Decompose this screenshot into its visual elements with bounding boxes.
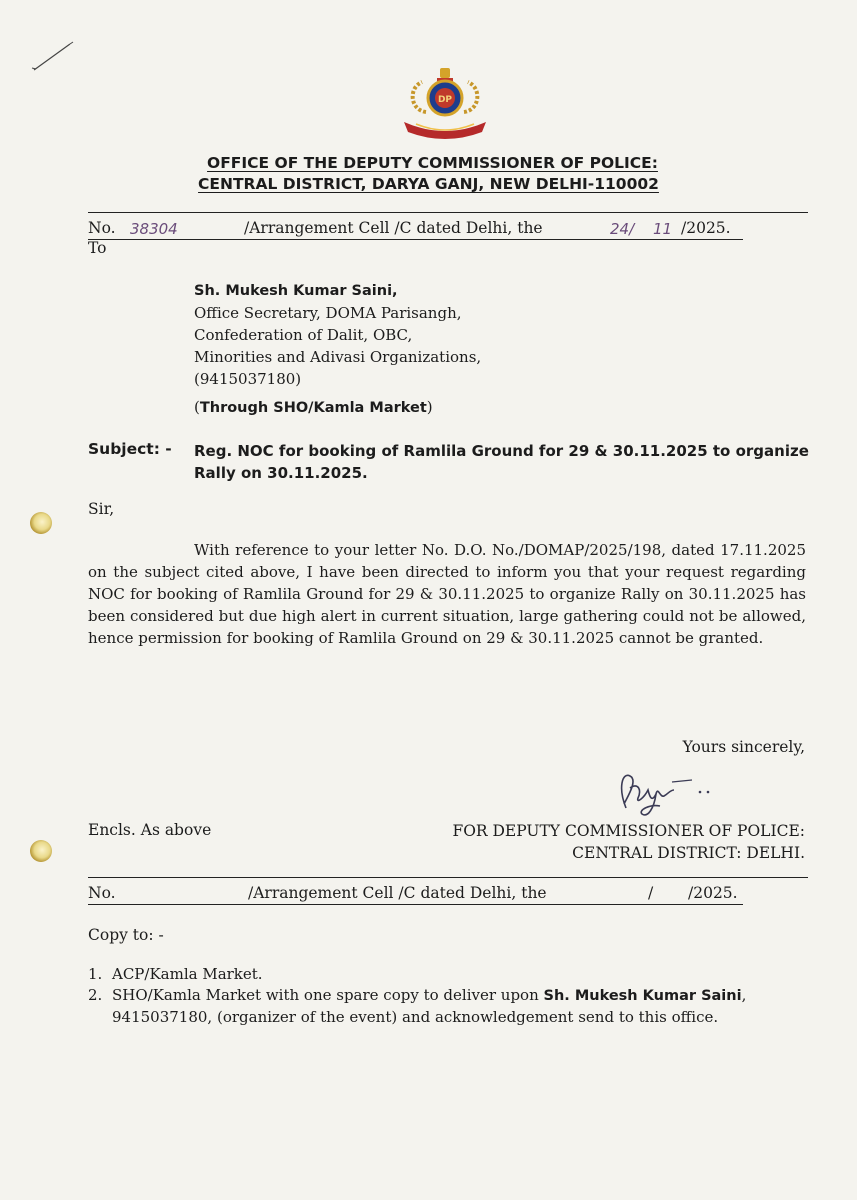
- addressee-line-3: Minorities and Adivasi Organizations,: [194, 348, 482, 366]
- subject-text: Reg. NOC for booking of Ramlila Ground for 29 & 30.11.2025 to organize Rally on 30.11.2025.: [194, 442, 809, 482]
- delhi-police-emblem-icon: [396, 66, 494, 140]
- copy-text: ACP/Kamla Market.: [112, 965, 263, 983]
- header-line-1: OFFICE OF THE DEPUTY COMMISSIONER OF POLICE:: [207, 154, 658, 172]
- addressee-block: [194, 280, 481, 390]
- ref2-underline: [88, 904, 743, 905]
- divider: [88, 212, 808, 213]
- copy-text-pre: SHO/Kamla Market with one spare copy to deliver upon: [112, 986, 539, 1004]
- through-open: (: [194, 398, 200, 416]
- list-item: [88, 964, 808, 985]
- divider: [88, 877, 808, 878]
- copy-list: [88, 964, 808, 1028]
- list-item: [88, 985, 808, 1028]
- list-number: 2.: [88, 986, 103, 1004]
- ref2-slash: /: [648, 884, 654, 902]
- ref2-no-label: No.: [88, 884, 116, 902]
- ref2-cell-text: /Arrangement Cell /C dated Delhi, the: [248, 884, 547, 902]
- through-close: ): [426, 398, 433, 416]
- ref-no-value: 38304: [130, 220, 178, 238]
- signatory-line-1: FOR DEPUTY COMMISSIONER OF POLICE:: [452, 822, 805, 840]
- addressee-line-2: Confederation of Dalit, OBC,: [194, 326, 413, 344]
- ref-cell-text: /Arrangement Cell /C dated Delhi, the: [244, 219, 543, 237]
- copy-to-label: Copy to: -: [88, 926, 164, 944]
- salutation: Sir,: [88, 500, 115, 518]
- reference-line: [88, 219, 808, 243]
- ref-underline: [88, 239, 743, 240]
- body-text: With reference to your letter No. D.O. No./DOMAP/2025/198, dated 17.11.2025 on the subject cited above, I have been directed to inform you that your request regarding NOC for booking of Ramlila Ground for 29 & 30.11.2025 to organize Rally on 30.11.2025 has been considered but due high alert in current situation, large gathering could not be allowed, hence permission for booking of Ramlila Ground on 29 & 30.11.2025 cannot be granted.: [88, 541, 806, 647]
- through-text: Through SHO/Kamla Market: [199, 400, 427, 416]
- addressee-phone: (9415037180): [194, 370, 302, 388]
- punch-hole-icon: [30, 512, 52, 534]
- header-line-2: CENTRAL DISTRICT, DARYA GANJ, NEW DELHI-110002: [198, 175, 659, 193]
- pen-mark-icon: [30, 40, 80, 74]
- enclosure: Encls. As above: [88, 821, 212, 839]
- svg-text:DP: DP: [437, 95, 453, 105]
- ref-no-label: No.: [88, 219, 116, 237]
- signatory-line-2: CENTRAL DISTRICT: DELHI.: [572, 844, 805, 862]
- signature-image: [608, 768, 720, 824]
- ref-date-year: /2025.: [681, 219, 731, 237]
- addressee-name: Sh. Mukesh Kumar Saini,: [194, 283, 398, 299]
- copy-text-bold: Sh. Mukesh Kumar Saini: [543, 988, 742, 1004]
- through-line: [194, 398, 433, 416]
- subject-label: Subject: -: [88, 440, 172, 458]
- ref-date-day: 24/: [610, 220, 635, 238]
- copy-text-post: , 9415037180, (organizer of the event) and acknowledgement send to this office.: [112, 986, 747, 1026]
- ref-date-month: 11: [653, 220, 673, 238]
- body-paragraph: [88, 539, 806, 649]
- addressee-line-1: Office Secretary, DOMA Parisangh,: [194, 304, 462, 322]
- to-label: To: [88, 239, 107, 257]
- ref2-date-year: /2025.: [688, 884, 738, 902]
- closing: Yours sincerely,: [682, 738, 805, 756]
- signatory-block: [452, 820, 805, 864]
- copy-reference-line: [88, 884, 808, 908]
- punch-hole-icon: [30, 840, 52, 862]
- office-header: [0, 153, 857, 195]
- list-number: 1.: [88, 965, 103, 983]
